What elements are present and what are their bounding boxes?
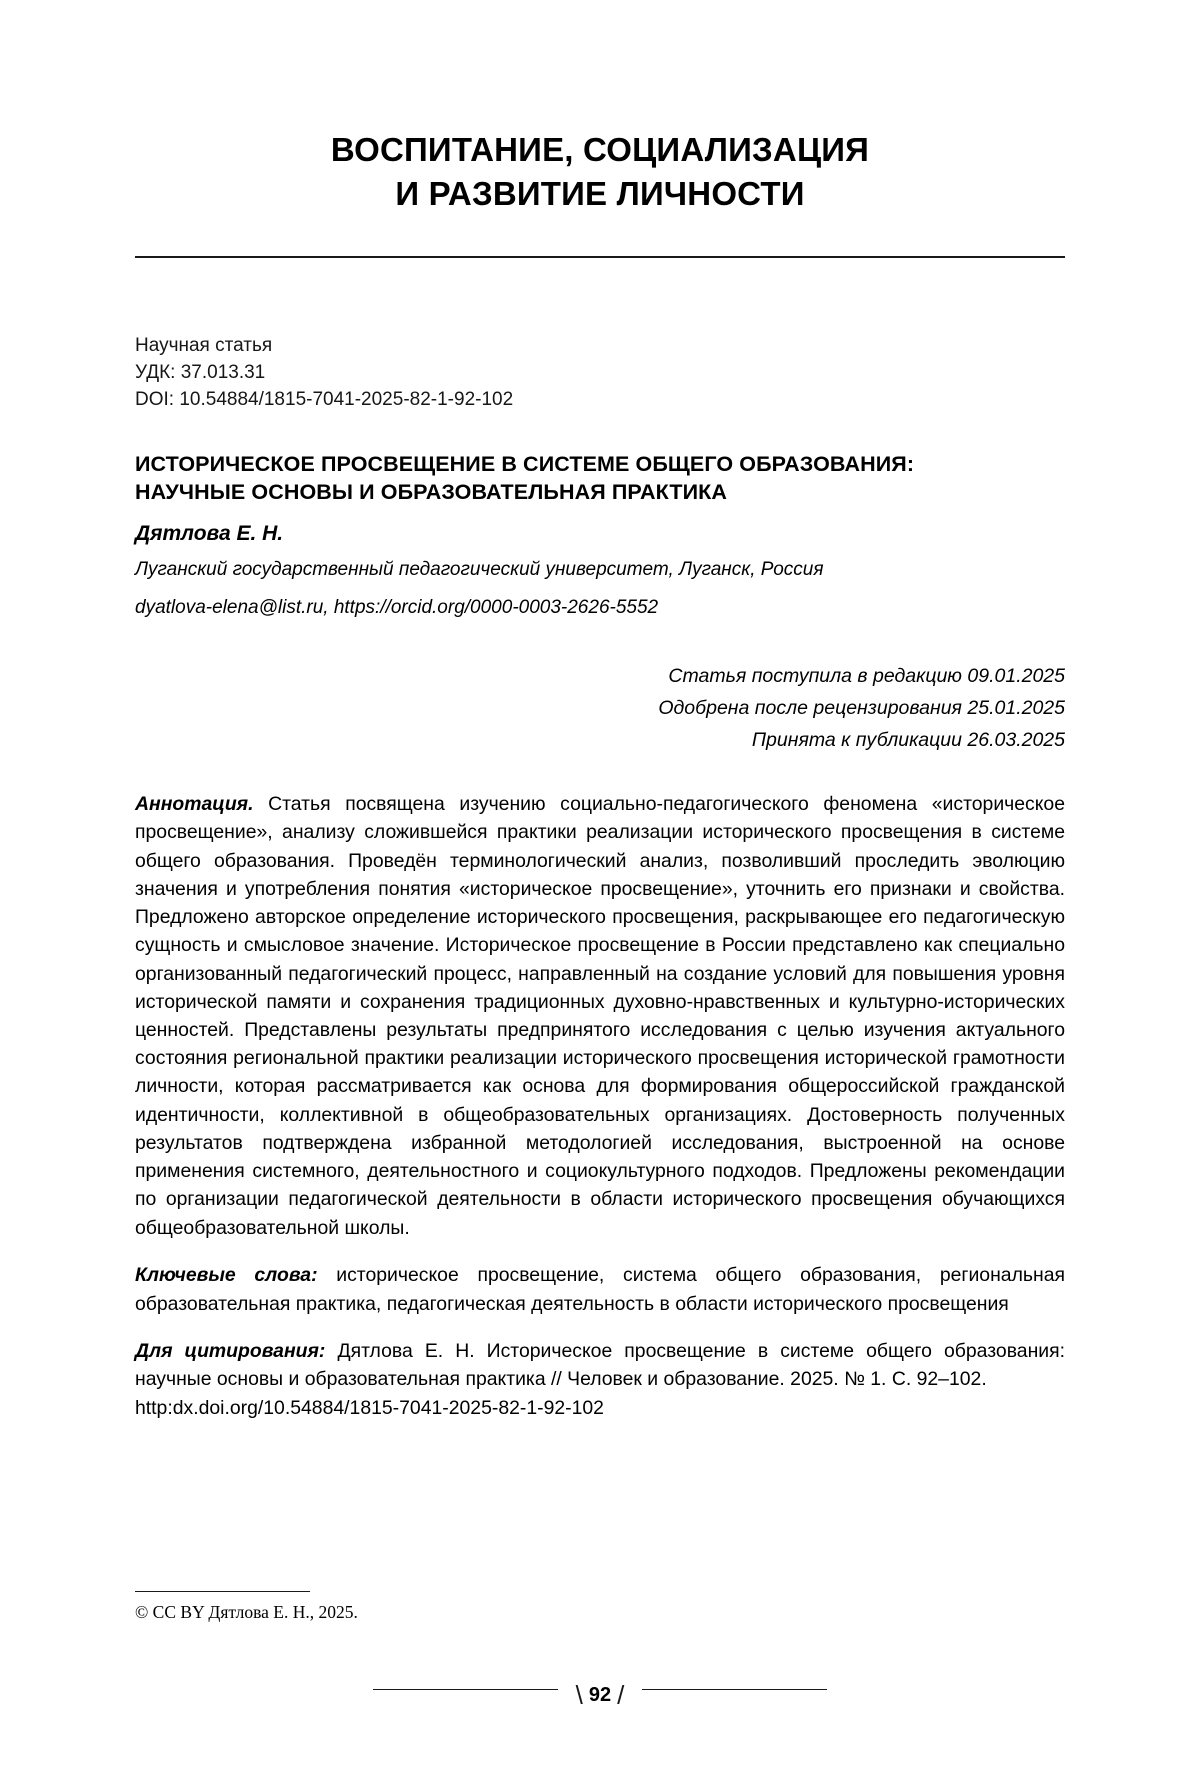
citation-label: Для цитирования: <box>135 1340 326 1363</box>
date-accepted: Принята к публикации 26.03.2025 <box>751 728 1065 751</box>
abstract-text: Статья посвящена изучению социально-педагогического феномена «историческое просвещение», анализу сложившейся практики реализации исторического просвещения в системе общего образования. Проведён терминологический анализ, позволивший проследить эволюцию значения и употребления понятия «историческое просвещение», уточнить его признаки и свойства. Предложено авторское определение исторического просвещения, раскрывающее его педагогическую сущность и смысловое значение. Историческое просвещение в России представлено как специально организованный педагогический процесс, направленный на создание условий для повышения уровня исторической памяти и сохранения традиционных духовно-нравственных и культурно-исторических ценностей. Представлены результаты предпринятого исследования с целью изучения актуального состояния региональной практики реализации исторического просвещения исторической грамотности личности, которая рассматривается как основа для формирования общероссийской гражданской идентичности, коллективной в общеобразовательных организациях. Достоверность полученных результатов подтверждена избранной методологией исследования, выстроенной на основе применения системного, деятельностного и социокультурного подходов. Предложены рекомендации по организации педагогической деятельности в области исторического просвещения обучающихся общеобразовательной школы. <box>135 793 1066 1239</box>
date-approved: Одобрена после рецензирования 25.01.2025 <box>658 696 1065 719</box>
page-number-block <box>0 1679 1200 1710</box>
keywords-label: Ключевые слова: <box>135 1264 318 1287</box>
author-name: Дятлова Е. Н. <box>135 522 284 546</box>
article-meta <box>135 333 1065 414</box>
page-footer <box>135 1591 1065 1623</box>
section-header-line2: И РАЗВИТИЕ ЛИЧНОСТИ <box>395 174 805 212</box>
page-title <box>135 450 1065 507</box>
page-number-slash-left: \ <box>575 1680 583 1710</box>
doi-code: DOI: 10.54884/1815-7041-2025-82-1-92-102 <box>135 388 514 410</box>
udk-code: УДК: 37.013.31 <box>135 361 266 383</box>
abstract-label: Аннотация. <box>135 793 254 816</box>
abstract-paragraph <box>135 790 1065 1242</box>
page-number <box>562 1679 639 1710</box>
article-title-line1: ИСТОРИЧЕСКОЕ ПРОСВЕЩЕНИЕ В СИСТЕМЕ ОБЩЕГО ОБРАЗОВАНИЯ: <box>135 451 915 476</box>
section-header <box>135 0 1065 216</box>
citation-doi-link[interactable]: http:dx.doi.org/10.54884/1815-7041-2025-82-1-92-102 <box>135 1396 604 1419</box>
citation-paragraph <box>135 1337 1065 1422</box>
page-number-rule-left <box>373 1689 558 1690</box>
citation-text: Дятлова Е. Н. Историческое просвещение в системе общего образования: научные основы и образовательная практика // Человек и образование. 2025. № 1. С. 92–102. <box>135 1340 1065 1391</box>
author-contacts[interactable]: dyatlova-elena@list.ru, https://orcid.org/0000-0003-2626-5552 <box>135 597 659 619</box>
page-number-slash-right: / <box>617 1680 625 1710</box>
copyright-notice: © CC BY Дятлова Е. Н., 2025. <box>135 1602 358 1622</box>
page-number-value: 92 <box>588 1684 612 1706</box>
author-affiliation: Луганский государственный педагогический университет, Луганск, Россия <box>135 559 824 581</box>
footer-divider <box>135 1591 310 1592</box>
article-title-line2: НАУЧНЫЕ ОСНОВЫ И ОБРАЗОВАТЕЛЬНАЯ ПРАКТИКА <box>135 480 727 505</box>
section-header-line1: ВОСПИТАНИЕ, СОЦИАЛИЗАЦИЯ <box>330 131 870 168</box>
submission-dates <box>135 661 1065 756</box>
date-received: Статья поступила в редакцию 09.01.2025 <box>668 665 1065 688</box>
article-type: Научная статья <box>135 334 273 356</box>
header-divider <box>135 256 1065 258</box>
keywords-text: историческое просвещение, система общего образования, региональная образовательная практика, педагогическая деятельность в области исторического просвещения <box>135 1264 1065 1315</box>
keywords-paragraph <box>135 1261 1065 1317</box>
page-number-rule-right <box>642 1689 827 1690</box>
